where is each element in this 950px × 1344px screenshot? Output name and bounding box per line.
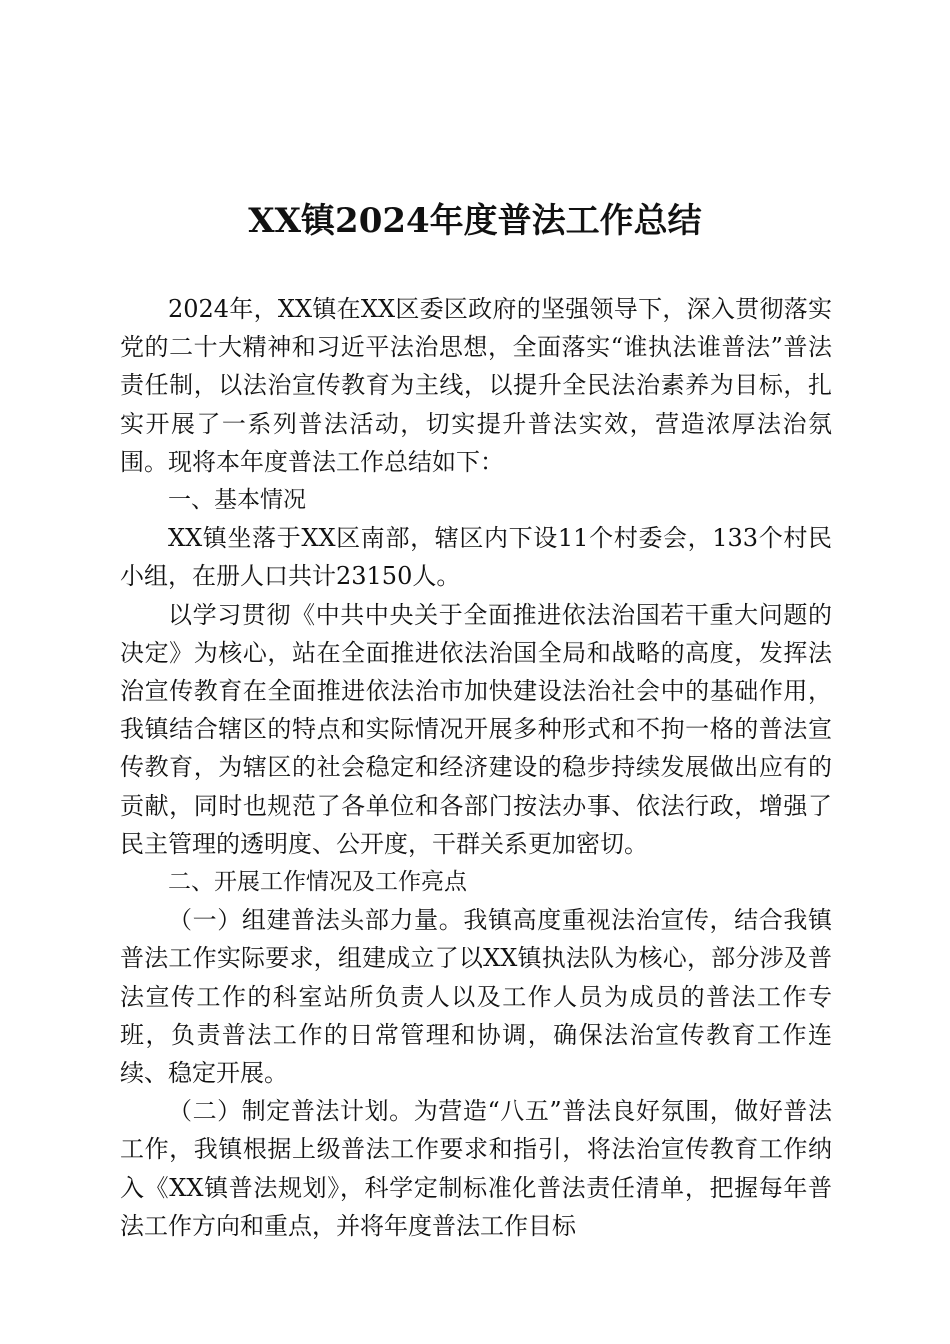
work-item-2-text: 为营造“八五”普法良好氛围，做好普法工作，我镇根据上级普法工作要求和指引，将法治宣传教育工作纳入《XX镇普法规划》，科学定制标准化普法责任清单，把握每年普法工作方向和重点，并将年度普法工作目标	[120, 1097, 833, 1240]
section-heading-basic-situation: 一、基本情况	[168, 487, 306, 514]
work-item-2-lead: （二）制定普法计划。	[168, 1097, 414, 1126]
basic-situation-paragraph-1: XX镇坐落于XX区南部，辖区内下设11个村委会，133个村民小组，在册人口共计23150人。	[120, 524, 832, 591]
document-title: XX镇2024年度普法工作总结	[248, 201, 702, 241]
document-body	[120, 290, 832, 1245]
work-item-1-lead: （一）组建普法头部力量。	[168, 906, 464, 935]
intro-paragraph: 2024年，XX镇在XX区委区政府的坚强领导下，深入贯彻落实党的二十大精神和习近平法治思想，全面落实“谁执法谁普法”普法责任制，以法治宣传教育为主线，以提升全民法治素养为目标，扎实开展了一系列普法活动，切实提升普法实效，营造浓厚法治氛围。现将本年度普法工作总结如下：	[120, 295, 832, 476]
work-item-1	[120, 901, 832, 1092]
work-item-1-text: 我镇高度重视法治宣传，结合我镇普法工作实际要求，组建成立了以XX镇执法队为核心，部分涉及普法宣传工作的科室站所负责人以及工作人员为成员的普法工作专班，负责普法工作的日常管理和协调，确保法治宣传教育工作连续、稳定开展。	[120, 906, 833, 1088]
basic-situation-paragraph-2: 以学习贯彻《中共中央关于全面推进依法治国若干重大问题的决定》为核心，站在全面推进依法治国全局和战略的高度，发挥法治宣传教育在全面推进依法治市加快建设法治社会中的基础作用，我镇结合辖区的特点和实际情况开展多种形式和不拘一格的普法宣传教育，为辖区的社会稳定和经济建设的稳步持续发展做出应有的贡献，同时也规范了各单位和各部门按法办事、依法行政，增强了民主管理的透明度、公开度，干群关系更加密切。	[120, 600, 832, 858]
section-heading-work-highlights: 二、开展工作情况及工作亮点	[168, 869, 467, 896]
work-item-2	[120, 1092, 832, 1245]
